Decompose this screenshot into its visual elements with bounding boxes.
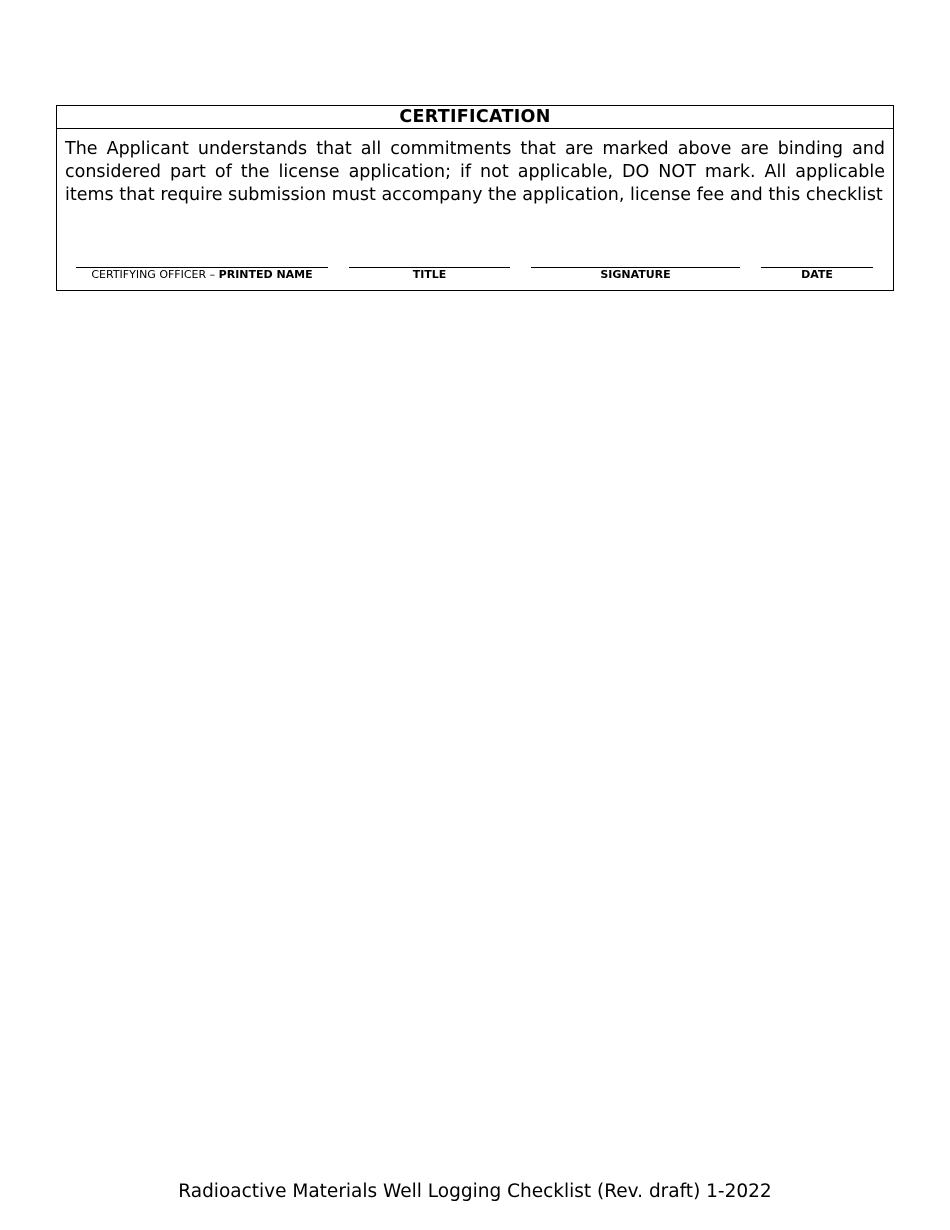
printed-name-field[interactable] [76,267,328,281]
title-label: TITLE [412,268,447,281]
title-field[interactable] [349,267,510,281]
certification-section [56,105,894,291]
date-label: DATE [801,268,833,281]
signature-label: SIGNATURE [600,268,671,281]
printed-name-label: PRINTED NAME [218,268,313,281]
certification-statement: The Applicant understands that all commitments that are marked above are binding and considered part of the license application; if not applicable, DO NOT mark. All applicable items that require submission must accompany the application, license fee and this checklist [65,139,885,205]
page-footer: Radioactive Materials Well Logging Checklist (Rev. draft) 1-2022 [178,1181,772,1202]
signature-field[interactable] [531,267,740,281]
date-field[interactable] [761,267,873,281]
printed-name-prefix: CERTIFYING OFFICER – [91,268,219,281]
certification-heading: CERTIFICATION [57,106,893,129]
